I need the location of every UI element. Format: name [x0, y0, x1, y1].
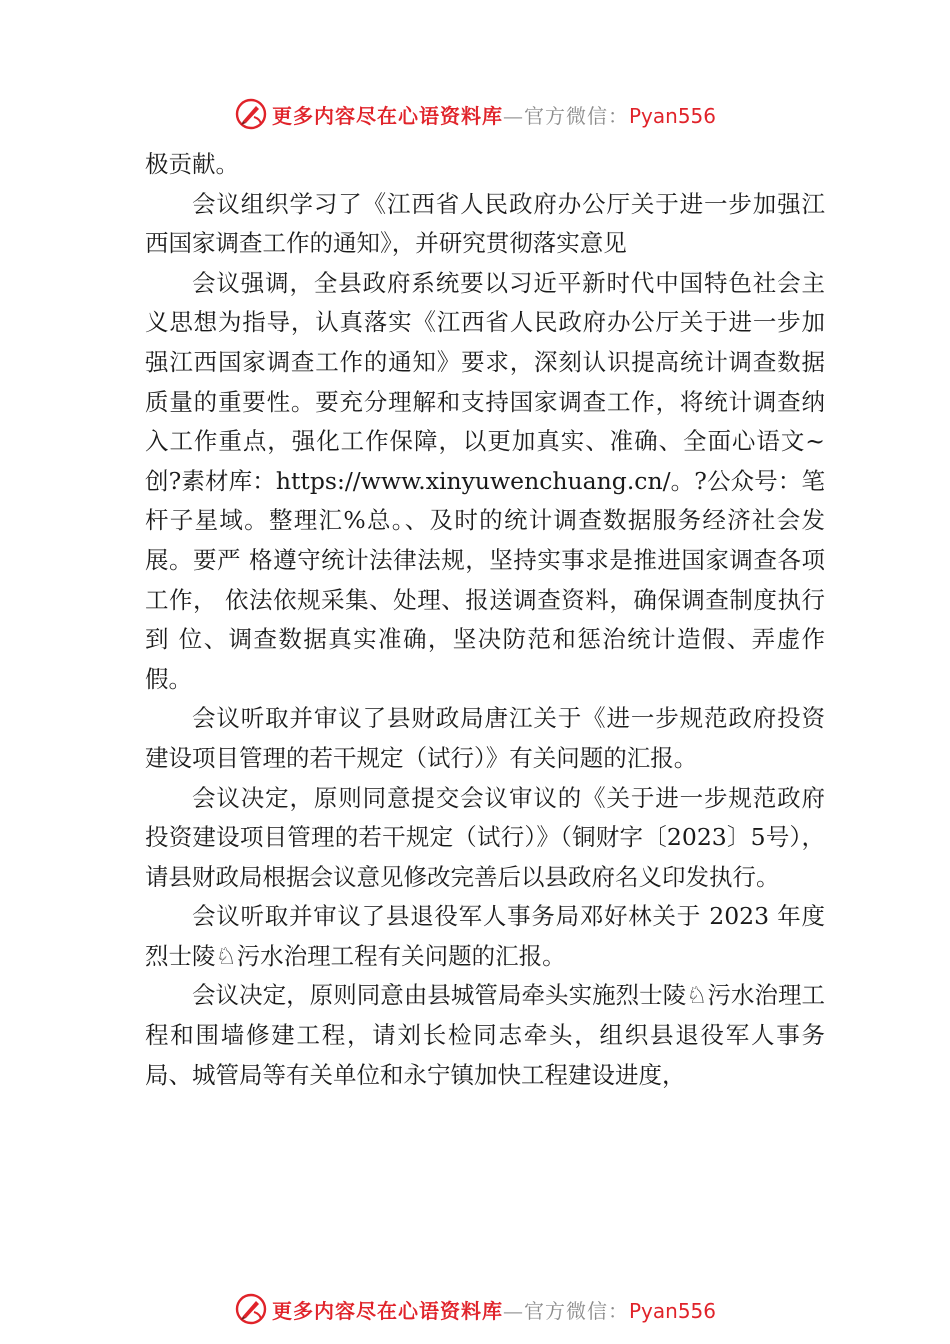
- banner-wechat-id: Pyan556: [628, 1298, 716, 1323]
- banner-label-text: 官方微信：: [523, 1298, 629, 1323]
- paragraph: 会议听取并审议了县财政局唐江关于《进一步规范政府投资建设项目管理的若干规定（试行）》有关问题的汇报。: [145, 704, 825, 772]
- banner-brand-text: 更多内容尽在心语资料库: [271, 103, 503, 128]
- paragraph-continuation: 极贡献。: [145, 150, 239, 178]
- banner-wechat-id: Pyan556: [628, 103, 716, 128]
- pen-seal-logo-icon: [234, 97, 268, 131]
- document-body: [145, 145, 825, 1095]
- paragraph: 会议听取并审议了县退役军人事务局邓好林关于 2023 年度烈士陵♘污水治理工程有关问题的汇报。: [145, 902, 825, 970]
- paragraph: 会议决定，原则同意提交会议审议的《关于进一步规范政府投资建设项目管理的若干规定（试行）》（铜财字〔2023〕5号），请县财政局根据会议意见修改完善后以县政府名义印发执行。: [145, 783, 825, 891]
- footer-banner: [0, 1289, 950, 1329]
- banner-label-text: 官方微信：: [523, 103, 629, 128]
- header-banner: [0, 94, 950, 134]
- paragraph: 会议组织学习了《江西省人民政府办公厅关于进一步加强江西国家调查工作的通知》，并研究贯彻落实意见: [145, 189, 825, 258]
- paragraph: 会议决定，原则同意由县城管局牵头实施烈士陵♘污水治理工程和围墙修建工程，请刘长检同志牵头，组织县退役军人事务局、城管局等有关单位和永宁镇加快工程建设进度，: [145, 981, 825, 1089]
- banner-separator: —: [502, 1298, 524, 1323]
- banner-brand-text: 更多内容尽在心语资料库: [271, 1298, 503, 1323]
- pen-seal-logo-icon: [234, 1292, 268, 1326]
- paragraph: 会议强调，全县政府系统要以习近平新时代中国特色社会主义思想为指导，认真落实《江西省人民政府办公厅关于进一步加强江西国家调查工作的通知》要求，深刻认识提高统计调查数据质量的重要性。要充分理解和支持国家调查工作，将统计调查纳入工作重点，强化工作保障，以更加真实、准确、全面心语文~创?素材库：https://www.xinyuwenchuang.cn/。?公众号：笔杆子星域。整理汇%总。、及时的统计调查数据服务经济社会发展。要严 格遵守统计法律法规，坚持实事求是推进国家调查各项工作， 依法依规采集、处理、报送调查资料，确保调查制度执行到 位、调查数据真实准确，坚决防范和惩治统计造假、弄虚作 假。: [145, 268, 825, 693]
- banner-separator: —: [502, 103, 524, 128]
